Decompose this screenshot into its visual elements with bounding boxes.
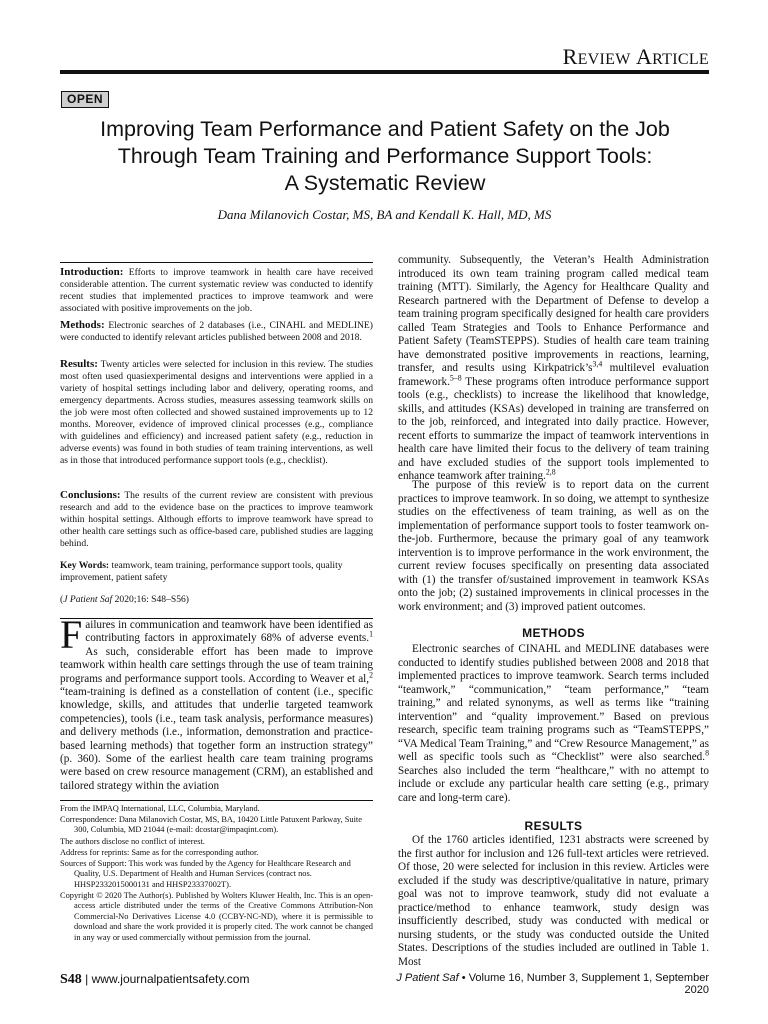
right-p1-text-a: community. Subsequently, the Veteran’s Health Administration introduced its own team training program called medical team training (MTT). Similarly, the Agency for Healthcare Quality and Research partnered with the Department of Defense to develop a team training program specifically designed for health care providers called Team Strategies and Tools to Enhance Performance and Patient Safety (TeamSTEPPS). Studies of health care team training have demonstrated positive improvements in reactions, learning, transfer, and results using Kirkpatrick’s <box>398 254 709 374</box>
section-header-cap-2: A <box>635 44 653 69</box>
results-paragraph: Of the 1760 articles identified, 1231 abstracts were screened by the first author for inclusion and 126 full-text articles were retrieved. Of those, 20 were selected for inclusion in this review. Articles were excluded if the study was descriptive/qualitative in nature, primary goal was not to improve teamwork, study did not evaluate a practice/method to enhance teamwork, study design was insufficiently described, study was conducted with medical or nursing students, or the study was conducted outside the United States. Descriptions of the studies included are outlined in Table 1. Most <box>398 834 709 968</box>
footnote-rule <box>60 800 373 801</box>
right-p1-text-b: multilevel evaluation framework. <box>398 362 709 388</box>
footnote-affiliation: From the IMPAQ International, LLC, Columbia, Maryland. <box>60 804 260 813</box>
right-p1-text-c: These programs often introduce performance support tools (e.g., checklists) to increase the likelihood that knowledge, skills, and attitudes (KSAs) developed in training are transferred on to the job, reinforced, and integrated into daily practice. However, recent efforts to summarize the impact of teamwork interventions in health care have limited their focus to the delivery of team training and have excluded studies of the support tools implemented to enhance teamwork after training. <box>398 375 709 482</box>
right-paragraph-1 <box>398 254 709 484</box>
footer-left <box>60 972 249 988</box>
page-number: S48 <box>60 972 82 987</box>
title-line-1: Improving Team Performance and Patient Safety on the Job <box>100 117 670 141</box>
open-access-badge: OPEN <box>61 91 109 108</box>
title-line-2: Through Team Training and Performance Support Tools: <box>117 144 653 168</box>
journal-url[interactable]: www.journalpatientsafety.com <box>91 972 250 986</box>
intro-text-1: ailures in communication and teamwork have been identified as contributing factors in approximately 68% of adverse events. <box>85 619 373 645</box>
abstract-results <box>60 358 373 467</box>
right-p1-ref-3: 2,8 <box>545 467 556 477</box>
section-header-rest-1: EVIEW <box>577 51 631 68</box>
introduction-paragraph <box>60 612 373 793</box>
footer-bullet: • <box>461 972 466 984</box>
citation-details: 2020;16: S48–S56) <box>112 594 189 605</box>
abstract-conclusions-label: Conclusions: <box>60 489 121 501</box>
footnote-conflict: The authors disclose no conflict of interest. <box>60 837 205 846</box>
right-p1-ref-1: 3,4 <box>592 359 603 369</box>
abstract-keywords-text: teamwork, team training, performance support tools, quality improvement, patient safety <box>60 560 343 583</box>
abstract-introduction <box>60 266 373 315</box>
footer-right <box>376 972 709 996</box>
footnote-reprints: Address for reprints: Same as for the corresponding author. <box>60 848 259 857</box>
abstract-methods <box>60 319 373 344</box>
methods-ref: 8 <box>705 748 709 758</box>
article-title <box>50 116 720 197</box>
intro-ref-2: 2 <box>369 669 373 679</box>
abstract-citation: (J Patient Saf 2020;16: S48–S56) <box>60 594 189 605</box>
header-rule <box>60 70 709 74</box>
abstract-intro-label: Introduction: <box>60 266 124 278</box>
abstract-keywords <box>60 560 373 584</box>
abstract-results-text: Twenty articles were selected for inclusion in this review. The studies most often used quasiexperimental designs and interventions were applied in a variety of hospital settings including labor and delivery, operating rooms, and emergency departments. Across studies, measures assessing teamwork skills on the job were most often collected and showed sustained improvements up to 12 months. Moreover, evidence of improved clinical processes (e.g., compliance with guidelines and efficiency) and increased patient safety (e.g., reduction in adverse events) was found in both studies of team training interventions, as well as in those that introduced performance support tools (e.g., checklist). <box>60 359 373 466</box>
footnote-copyright: Copyright © 2020 The Author(s). Published by Wolters Kluwer Health, Inc. This is an open-access article distributed under the terms of the Creative Commons Attribution-Non Commercial-No Derivatives License 4.0 (CCBY-NC-ND), where it is permissible to download and share the work provided it is properly cited. The work cannot be changed in any way or used commercially without permission from the journal. <box>60 891 373 942</box>
author-line: Dana Milanovich Costar, MS, BA and Kendall K. Hall, MD, MS <box>217 207 552 222</box>
abstract-conclusions <box>60 489 373 550</box>
footer-journal: J Patient Saf <box>396 972 459 984</box>
abstract-methods-text: Electronic searches of 2 databases (i.e., CINAHL and MEDLINE) were conducted to identify relevant articles published between 2008 and 2018. <box>60 320 373 343</box>
citation-journal: J Patient Saf <box>63 594 113 605</box>
footnote-correspondence: Correspondence: Dana Milanovich Costar, MS, BA, 10420 Little Patuxent Parkway, Suite 300, Columbia, MD 21044 (e-mail: dcostar@impaqint.com). <box>60 815 362 835</box>
methods-paragraph <box>398 643 709 805</box>
methods-text-b: Searches also included the term “healthcare,” with no attempt to include or exclude any particular health care setting (e.g., primary care and long-term care). <box>398 764 709 804</box>
intro-text-3: “team-training is defined as a constellation of content (i.e., specific knowledge, skills, and attitudes that underlie targeted teamwork competencies), tools (i.e., team task analysis, performance measures) and delivery methods (i.e., information, demonstration and practice-based learning methods) that together form an instruction strategy” (p. 360). Some of the earliest health care team training programs were based on crew resource management (CRM), an established and tailored strategy within the aviation <box>60 686 373 792</box>
methods-heading: METHODS <box>522 626 585 640</box>
footer-separator: | <box>85 972 89 986</box>
intro-text-2: As such, considerable effort has been made to improve teamwork within health care settings through the use of team training programs and performance support tools. According to Weaver et al, <box>60 645 373 685</box>
title-line-3: A Systematic Review <box>284 171 486 195</box>
abstract-intro-text: Efforts to improve teamwork in health care have received considerable attention. The current systematic review was conducted to identify recent studies that implemented practices to improve teamwork and were associated with positive improvements on the job. <box>60 267 373 314</box>
results-heading: RESULTS <box>524 819 583 833</box>
footnote-support: Sources of Support: This work was funded by the Agency for Healthcare Research and Quality, U.S. Department of Health and Human Services (contract nos. HHSP2332015000131 and HHSP23337002T). <box>60 859 351 889</box>
section-header <box>60 44 709 70</box>
abstract-conclusions-text: The results of the current review are consistent with previous research and add to the evidence base on the practices to improve teamwork within hospital settings. Although efforts to improve teamwork have spread to other health care settings such as office-based care, published studies are lagging behind. <box>60 490 373 549</box>
section-header-cap-1: R <box>562 44 578 69</box>
abstract-results-label: Results: <box>60 358 98 370</box>
section-header-rest-2: RTICLE <box>652 51 709 68</box>
right-p1-ref-2: 5–8 <box>449 372 462 382</box>
intro-ref-1: 1 <box>369 629 373 639</box>
drop-cap: F <box>60 612 83 657</box>
abstract-methods-label: Methods: <box>60 319 105 331</box>
footer-issue: Volume 16, Number 3, Supplement 1, September 2020 <box>468 972 709 996</box>
methods-text-a: Electronic searches of CINAHL and MEDLINE databases were conducted to identify studies published between 2008 and 2018 that implemented practices to improve teamwork. Search terms included “teamwork,” “communication,” “team performance,” “team training,” and related synonyms, as well as terms like “training intervention” and “quality improvement.” Based on previous research, specific team training programs such as “TeamSTEPPS,” “VA Medical Team Training,” and “Crew Resource Management,” as well as specific tools such as “Checklist” were also searched. <box>398 643 709 763</box>
right-paragraph-2: The purpose of this review is to report data on the current practices to improve teamwork. In so doing, we attempt to synthesize studies on the effectiveness of team training, as well as on the implementation of performance support tools to foster teamwork on-the-job. Furthermore, because the primary goal of any teamwork intervention is to improve performance in the work environment, the current review focuses specifically on presenting data associated with (1) the transfer of/sustained improvement in teamwork KSAs onto the job; (2) sustained improvements in clinical processes in the work environment; and (3) improved patient outcomes. <box>398 479 709 613</box>
abstract-keywords-label: Key Words: <box>60 560 110 571</box>
